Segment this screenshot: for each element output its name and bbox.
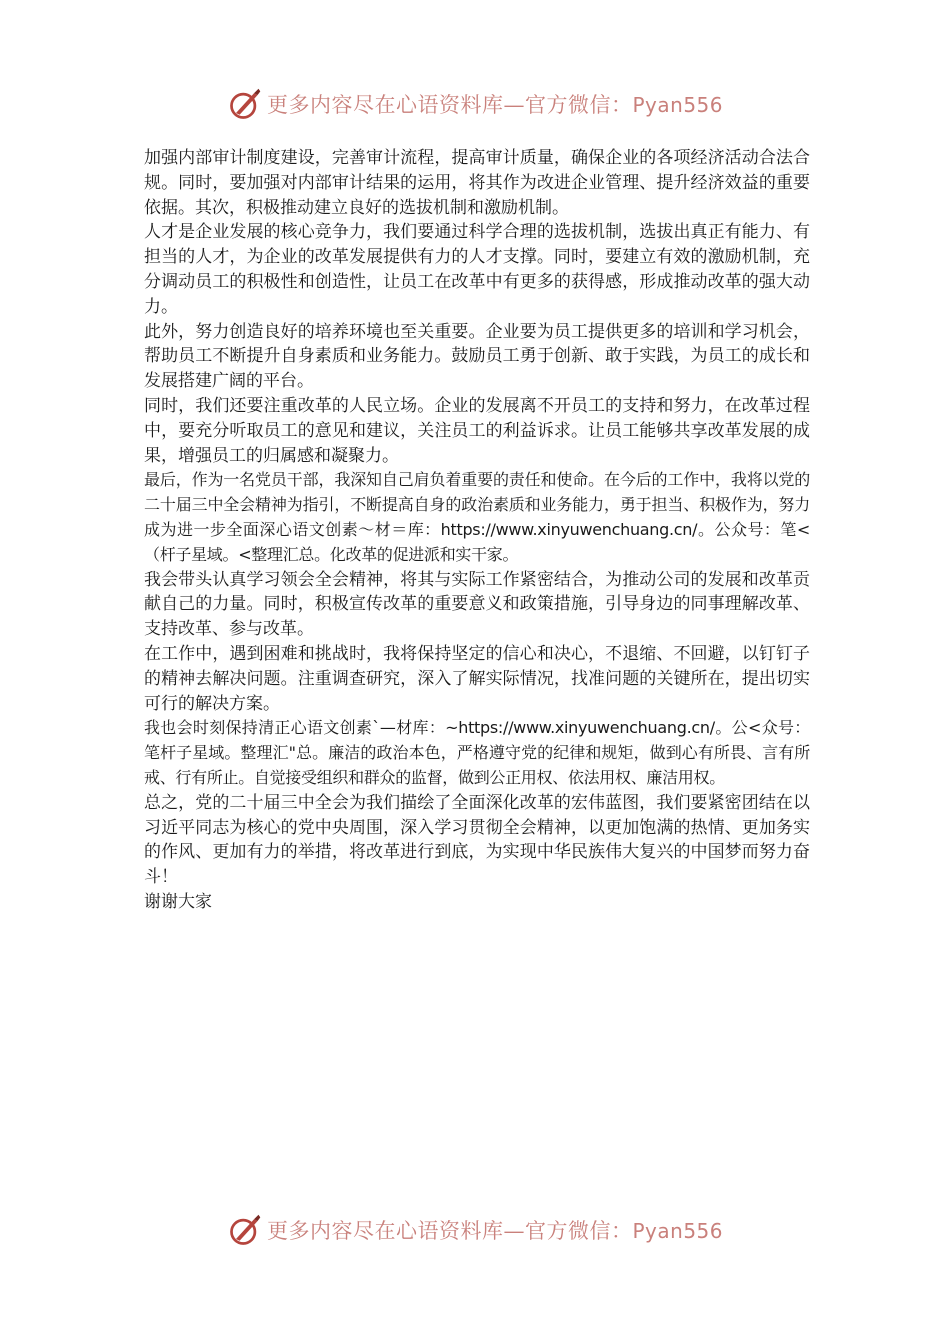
paragraph: 同时，我们还要注重改革的人民立场。企业的发展离不开员工的支持和努力，在改革过程中，要充分听取员工的意见和建议，关注员工的利益诉求。让员工能够共享改革发展的成果，增强员工的归属感和凝聚力。 xyxy=(144,395,810,466)
banner-text: 更多内容尽在心语资料库—官方微信：Pyan556 xyxy=(266,93,723,117)
wechat-id: Pyan556 xyxy=(632,93,723,117)
paragraph: 我会带头认真学习领会全会精神，将其与实际工作紧密结合，为推动公司的发展和改革贡献自己的力量。同时，积极宣传改革的重要意义和政策措施，引导身边的同事理解改革、支持改革、参与改革。 xyxy=(144,569,810,640)
document-body xyxy=(144,146,810,915)
paragraph: 在工作中，遇到困难和挑战时，我将保持坚定的信心和决心，不退缩、不回避，以钉钉子的精神去解决问题。注重调查研究，深入了解实际情况，找准问题的关键所在，提出切实可行的解决方案。 xyxy=(144,643,810,714)
wechat-id: Pyan556 xyxy=(632,1219,723,1243)
paragraph: 最后，作为一名党员干部，我深知自己肩负着重要的责任和使命。在今后的工作中，我将以党的二十届三中全会精神为指引，不断提高自身的政治素质和业务能力，勇于担当、积极作为，努力成为进一步全面深心语文创素～材＝库：https://www.xinyuwenchuang.cn/。公众号：笔<（杆子星域。<整理汇总。化改革的促进派和实干家。 xyxy=(144,470,810,564)
paragraph: 人才是企业发展的核心竞争力，我们要通过科学合理的选拔机制，选拔出真正有能力、有担当的人才，为企业的改革发展提供有力的人才支撑。同时，要建立有效的激励机制，充分调动员工的积极性和创造性，让员工在改革中有更多的获得感，形成推动改革的强大动力。 xyxy=(144,222,810,317)
header-banner xyxy=(0,82,950,126)
pen-logo-icon xyxy=(227,86,263,122)
footer-banner xyxy=(0,1208,950,1252)
paragraph: 我也会时刻保持清正心语文创素`—材库：~https://www.xinyuwenchuang.cn/。公<众号：笔杆子星域。整理汇"总。廉洁的政治本色，严格遵守党的纪律和规矩，做到心有所畏、言有所戒、行有所止。自觉接受组织和群众的监督，做到公正用权、依法用权、廉洁用权。 xyxy=(144,718,810,787)
pen-logo-icon xyxy=(227,1212,263,1248)
paragraph: 此外，努力创造良好的培养环境也至关重要。企业要为员工提供更多的培训和学习机会，帮助员工不断提升自身素质和业务能力。鼓励员工勇于创新、敢于实践，为员工的成长和发展搭建广阔的平台。 xyxy=(144,321,810,392)
closing-line: 谢谢大家 xyxy=(144,891,212,912)
paragraph: 加强内部审计制度建设，完善审计流程，提高审计质量，确保企业的各项经济活动合法合规。同时，要加强对内部审计结果的运用，将其作为改进企业管理、提升经济效益的重要依据。其次，积极推动建立良好的选拔机制和激励机制。 xyxy=(144,148,810,218)
banner-text: 更多内容尽在心语资料库—官方微信：Pyan556 xyxy=(266,1219,723,1243)
paragraph: 总之，党的二十届三中全会为我们描绘了全面深化改革的宏伟蓝图，我们要紧密团结在以习近平同志为核心的党中央周围，深入学习贯彻全会精神，以更加饱满的热情、更加务实的作风、更加有力的举措，将改革进行到底，为实现中华民族伟大复兴的中国梦而努力奋斗！ xyxy=(144,792,810,888)
